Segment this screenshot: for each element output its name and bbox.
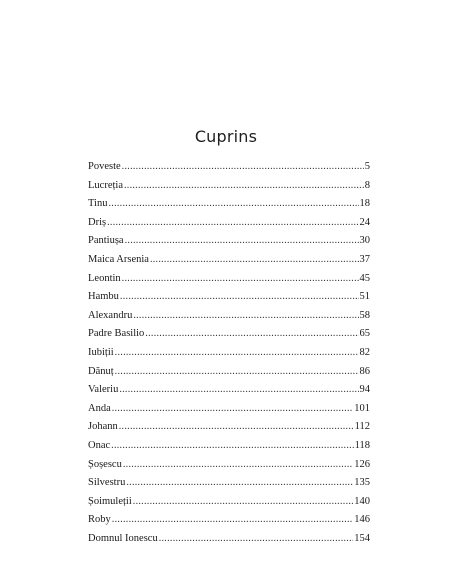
toc-entry [88, 418, 370, 437]
dot-leader [108, 195, 358, 214]
dot-leader [112, 400, 354, 419]
toc-entry [88, 177, 370, 196]
dot-leader [126, 474, 353, 493]
toc-entry-page: 126 [354, 458, 370, 470]
toc-entry-page: 8 [364, 179, 370, 191]
dot-leader [112, 511, 353, 530]
toc-entry-title: Maica Arsenia [88, 253, 149, 265]
toc-entry-title: Dănuț [88, 365, 114, 377]
dot-leader [123, 456, 353, 475]
dot-leader [150, 251, 359, 270]
toc-entry [88, 437, 370, 456]
toc-entry-title: Alexandru [88, 309, 133, 321]
dot-leader [145, 325, 358, 344]
toc-entry-title: Padre Basilio [88, 328, 145, 340]
toc-entry-page: 94 [359, 384, 370, 396]
dot-leader [115, 344, 359, 363]
toc-entry-title: Iubiții [88, 346, 114, 358]
toc-entry-title: Poveste [88, 161, 121, 172]
toc-entry-page: 45 [359, 272, 370, 284]
toc-entry-page: 118 [354, 439, 370, 451]
dot-leader [122, 270, 359, 289]
toc-entry-title: Domnul Ionescu [88, 532, 158, 544]
toc-entry-page: 5 [364, 161, 370, 172]
dot-leader [119, 381, 358, 400]
toc-entry-title: Onac [88, 439, 111, 451]
toc-entry-page: 140 [354, 495, 370, 507]
toc-entry [88, 511, 370, 530]
toc-entry-page: 112 [354, 421, 370, 433]
toc-entry [88, 251, 370, 270]
toc-entry [88, 270, 370, 289]
dot-leader [120, 288, 359, 307]
toc-entry-title: Șoimuleții [88, 495, 132, 507]
toc-entry-page: 101 [354, 402, 370, 414]
toc-entry [88, 214, 370, 233]
toc-entry [88, 474, 370, 493]
toc-entry-page: 135 [354, 477, 370, 489]
toc-entry-title: Valeriu [88, 384, 119, 396]
toc-entry-title: Roby [88, 514, 111, 526]
toc-entry-title: Lucreția [88, 179, 123, 191]
dot-leader [111, 437, 353, 456]
toc-entry-page: 65 [359, 328, 370, 340]
toc-entry-page: 18 [359, 198, 370, 210]
toc-entry [88, 400, 370, 419]
toc-entry-page: 58 [359, 309, 370, 321]
toc-entry [88, 195, 370, 214]
toc-entry [88, 232, 370, 251]
dot-leader [107, 214, 358, 233]
toc-entry [88, 325, 370, 344]
toc-entry [88, 456, 370, 475]
toc-entry [88, 381, 370, 400]
toc-entry [88, 493, 370, 512]
toc-entry-title: Șoșescu [88, 458, 122, 470]
toc-entry-title: Tinu [88, 198, 108, 210]
toc-entry-page: 51 [359, 291, 370, 303]
toc-entry [88, 158, 370, 177]
dot-leader [133, 493, 353, 512]
toc-entry-page: 154 [354, 532, 370, 544]
dot-leader [159, 530, 354, 549]
toc-entry [88, 530, 370, 549]
toc-entry-title: Pantiușa [88, 235, 124, 247]
dot-leader [133, 307, 358, 326]
dot-leader [122, 158, 364, 177]
toc-entry-title: Driș [88, 216, 107, 228]
toc-entry-page: 37 [359, 253, 370, 265]
toc-entry [88, 288, 370, 307]
toc-entry [88, 307, 370, 326]
toc-entry-title: Johann [88, 421, 118, 433]
toc-entry-title: Hambu [88, 291, 119, 303]
dot-leader [115, 363, 359, 382]
dot-leader [124, 177, 364, 196]
toc-entry-page: 24 [359, 216, 370, 228]
table-of-contents [88, 158, 370, 548]
dot-leader [119, 418, 354, 437]
toc-entry [88, 344, 370, 363]
toc-entry [88, 363, 370, 382]
toc-entry-title: Silvestru [88, 477, 126, 489]
toc-entry-page: 146 [354, 514, 370, 526]
dot-leader [125, 232, 359, 251]
toc-entry-page: 30 [359, 235, 370, 247]
page-title: Cuprins [194, 126, 258, 146]
toc-entry-title: Anda [88, 402, 111, 414]
toc-entry-page: 82 [359, 346, 370, 358]
toc-entry-title: Leontin [88, 272, 121, 284]
toc-entry-page: 86 [359, 365, 370, 377]
